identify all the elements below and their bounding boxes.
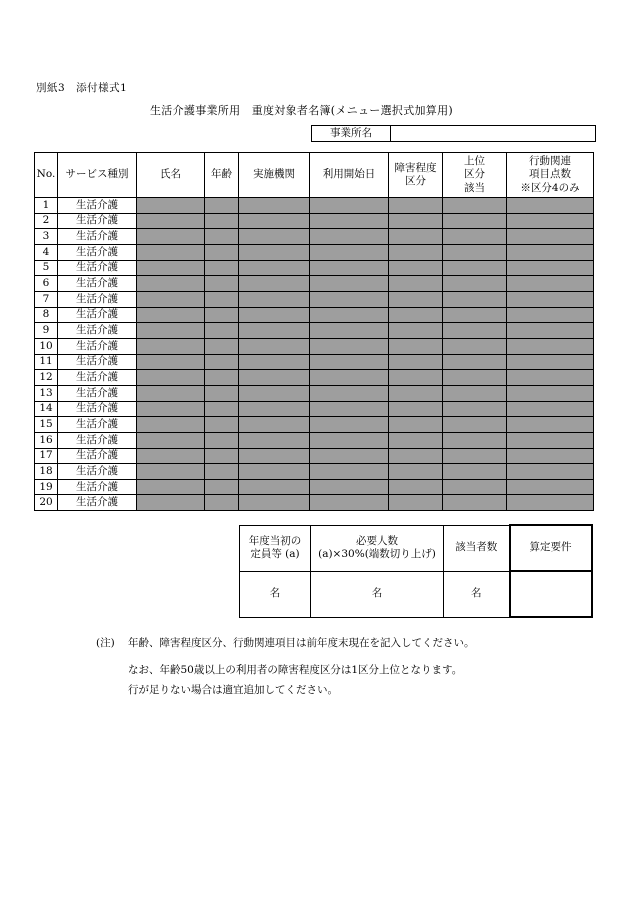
row-agency-cell[interactable] — [239, 385, 310, 401]
row-no: 9 — [35, 323, 58, 339]
col-name-header: 氏名 — [137, 153, 205, 198]
row-agency-cell[interactable] — [239, 291, 310, 307]
row-service-type: 生活介護 — [58, 307, 137, 323]
row-start-date-cell[interactable] — [310, 213, 389, 229]
row-start-date-cell[interactable] — [310, 417, 389, 433]
note-line-1: 年齢、障害程度区分、行動関連項目は前年度末現在を記入してください。 — [128, 637, 475, 649]
row-no: 10 — [35, 338, 58, 354]
table-row — [35, 291, 594, 307]
table-row — [35, 307, 594, 323]
row-start-date-cell[interactable] — [310, 244, 389, 260]
row-name-cell[interactable] — [137, 198, 205, 214]
row-disability-cell[interactable] — [389, 448, 443, 464]
capacity-value-cell[interactable]: 名 — [240, 571, 311, 617]
row-behavior-cell[interactable] — [507, 448, 594, 464]
row-start-date-cell[interactable] — [310, 291, 389, 307]
col-service-header: サービス種別 — [58, 153, 137, 198]
row-no: 16 — [35, 432, 58, 448]
row-upper-cell[interactable] — [443, 213, 507, 229]
table-row — [35, 448, 594, 464]
row-age-cell[interactable] — [205, 354, 239, 370]
table-row — [35, 401, 594, 417]
row-service-type: 生活介護 — [58, 401, 137, 417]
row-name-cell[interactable] — [137, 244, 205, 260]
row-disability-cell[interactable] — [389, 213, 443, 229]
note-line-3: 行が足りない場合は適宜追加してください。 — [128, 684, 338, 696]
row-age-cell[interactable] — [205, 479, 239, 495]
row-service-type: 生活介護 — [58, 213, 137, 229]
required-line1: 必要人数 — [356, 534, 398, 547]
row-disability-cell[interactable] — [389, 291, 443, 307]
row-start-date-cell[interactable] — [310, 307, 389, 323]
row-service-type: 生活介護 — [58, 495, 137, 511]
row-upper-cell[interactable] — [443, 448, 507, 464]
row-behavior-cell[interactable] — [507, 417, 594, 433]
row-service-type: 生活介護 — [58, 276, 137, 292]
row-disability-cell[interactable] — [389, 370, 443, 386]
row-name-cell[interactable] — [137, 338, 205, 354]
row-agency-cell[interactable] — [239, 354, 310, 370]
applicable-value-cell[interactable]: 名 — [444, 571, 510, 617]
col-disability-header — [389, 153, 443, 198]
row-age-cell[interactable] — [205, 401, 239, 417]
row-agency-cell[interactable] — [239, 213, 310, 229]
table-row — [35, 464, 594, 480]
row-service-type: 生活介護 — [58, 244, 137, 260]
roster-header-row — [35, 153, 594, 198]
required-line2: (a)×30%(端数切り上げ) — [318, 548, 436, 560]
row-behavior-cell[interactable] — [507, 338, 594, 354]
col-behavior-line2: 項目点数 — [529, 168, 571, 181]
col-behavior-line1: 行動関連 — [529, 155, 571, 168]
row-start-date-cell[interactable] — [310, 495, 389, 511]
row-agency-cell[interactable] — [239, 495, 310, 511]
table-row — [35, 323, 594, 339]
row-disability-cell[interactable] — [389, 354, 443, 370]
row-disability-cell[interactable] — [389, 479, 443, 495]
row-behavior-cell[interactable] — [507, 495, 594, 511]
row-age-cell[interactable] — [205, 244, 239, 260]
capacity-header — [240, 525, 311, 571]
row-age-cell[interactable] — [205, 338, 239, 354]
row-upper-cell[interactable] — [443, 370, 507, 386]
row-name-cell[interactable] — [137, 276, 205, 292]
row-start-date-cell[interactable] — [310, 401, 389, 417]
row-upper-cell[interactable] — [443, 464, 507, 480]
table-row — [35, 385, 594, 401]
row-service-type: 生活介護 — [58, 479, 137, 495]
row-start-date-cell[interactable] — [310, 448, 389, 464]
row-disability-cell[interactable] — [389, 323, 443, 339]
row-upper-cell[interactable] — [443, 307, 507, 323]
row-start-date-cell[interactable] — [310, 464, 389, 480]
calc-value-row — [240, 571, 592, 617]
row-agency-cell[interactable] — [239, 260, 310, 276]
row-start-date-cell[interactable] — [310, 260, 389, 276]
row-behavior-cell[interactable] — [507, 276, 594, 292]
required-value-cell[interactable]: 名 — [311, 571, 444, 617]
row-service-type: 生活介護 — [58, 229, 137, 245]
row-upper-cell[interactable] — [443, 417, 507, 433]
col-upper-line2: 区分 — [464, 168, 485, 181]
row-age-cell[interactable] — [205, 417, 239, 433]
row-upper-cell[interactable] — [443, 323, 507, 339]
table-row — [35, 260, 594, 276]
office-name-label: 事業所名 — [312, 126, 391, 142]
row-disability-cell[interactable] — [389, 464, 443, 480]
row-name-cell[interactable] — [137, 354, 205, 370]
row-behavior-cell[interactable] — [507, 307, 594, 323]
row-no: 19 — [35, 479, 58, 495]
row-agency-cell[interactable] — [239, 448, 310, 464]
row-age-cell[interactable] — [205, 370, 239, 386]
col-age-header: 年齢 — [205, 153, 239, 198]
capacity-line2: 定員等 (a) — [250, 548, 300, 560]
row-agency-cell[interactable] — [239, 198, 310, 214]
calculation-table — [239, 524, 593, 618]
calc-header-row — [240, 525, 592, 571]
row-behavior-cell[interactable] — [507, 401, 594, 417]
row-behavior-cell[interactable] — [507, 385, 594, 401]
row-disability-cell[interactable] — [389, 401, 443, 417]
row-name-cell[interactable] — [137, 479, 205, 495]
row-name-cell[interactable] — [137, 307, 205, 323]
row-service-type: 生活介護 — [58, 338, 137, 354]
table-row — [35, 338, 594, 354]
col-start-date-header: 利用開始日 — [310, 153, 389, 198]
row-name-cell[interactable] — [137, 432, 205, 448]
col-disability-line1: 障害程度 — [394, 161, 437, 174]
row-upper-cell[interactable] — [443, 479, 507, 495]
row-no: 2 — [35, 213, 58, 229]
row-start-date-cell[interactable] — [310, 385, 389, 401]
row-age-cell[interactable] — [205, 464, 239, 480]
row-disability-cell[interactable] — [389, 417, 443, 433]
row-disability-cell[interactable] — [389, 495, 443, 511]
table-row — [35, 213, 594, 229]
row-no: 17 — [35, 448, 58, 464]
row-upper-cell[interactable] — [443, 432, 507, 448]
row-no: 12 — [35, 370, 58, 386]
row-agency-cell[interactable] — [239, 417, 310, 433]
row-service-type: 生活介護 — [58, 354, 137, 370]
row-service-type: 生活介護 — [58, 417, 137, 433]
col-disability-line2: 区分 — [405, 175, 426, 187]
row-age-cell[interactable] — [205, 198, 239, 214]
row-upper-cell[interactable] — [443, 244, 507, 260]
row-behavior-cell[interactable] — [507, 244, 594, 260]
table-row — [35, 417, 594, 433]
row-age-cell[interactable] — [205, 276, 239, 292]
row-service-type: 生活介護 — [58, 385, 137, 401]
row-no: 5 — [35, 260, 58, 276]
row-name-cell[interactable] — [137, 401, 205, 417]
row-upper-cell[interactable] — [443, 401, 507, 417]
row-name-cell[interactable] — [137, 291, 205, 307]
row-name-cell[interactable] — [137, 229, 205, 245]
row-disability-cell[interactable] — [389, 229, 443, 245]
row-service-type: 生活介護 — [58, 370, 137, 386]
col-upper-line1: 上位 — [464, 155, 485, 168]
row-no: 1 — [35, 198, 58, 214]
table-row — [35, 244, 594, 260]
row-no: 3 — [35, 229, 58, 245]
row-name-cell[interactable] — [137, 464, 205, 480]
table-row — [35, 370, 594, 386]
row-upper-cell[interactable] — [443, 291, 507, 307]
row-age-cell[interactable] — [205, 323, 239, 339]
row-agency-cell[interactable] — [239, 479, 310, 495]
row-age-cell[interactable] — [205, 229, 239, 245]
row-upper-cell[interactable] — [443, 198, 507, 214]
document-title: 生活介護事業所用 重度対象者名簿(メニュー選択式加算用) — [150, 104, 453, 117]
row-disability-cell[interactable] — [389, 385, 443, 401]
row-name-cell[interactable] — [137, 385, 205, 401]
row-start-date-cell[interactable] — [310, 229, 389, 245]
row-disability-cell[interactable] — [389, 260, 443, 276]
row-name-cell[interactable] — [137, 417, 205, 433]
row-name-cell[interactable] — [137, 323, 205, 339]
row-no: 15 — [35, 417, 58, 433]
row-behavior-cell[interactable] — [507, 213, 594, 229]
table-row — [35, 276, 594, 292]
row-agency-cell[interactable] — [239, 229, 310, 245]
row-behavior-cell[interactable] — [507, 323, 594, 339]
row-name-cell[interactable] — [137, 260, 205, 276]
row-disability-cell[interactable] — [389, 338, 443, 354]
row-start-date-cell[interactable] — [310, 354, 389, 370]
row-start-date-cell[interactable] — [310, 198, 389, 214]
applicable-header: 該当者数 — [444, 525, 510, 571]
row-upper-cell[interactable] — [443, 385, 507, 401]
requirement-value-cell[interactable] — [510, 571, 592, 617]
row-age-cell[interactable] — [205, 307, 239, 323]
row-agency-cell[interactable] — [239, 432, 310, 448]
row-no: 18 — [35, 464, 58, 480]
table-row — [35, 354, 594, 370]
row-start-date-cell[interactable] — [310, 479, 389, 495]
table-row — [35, 479, 594, 495]
row-no: 20 — [35, 495, 58, 511]
row-behavior-cell[interactable] — [507, 229, 594, 245]
form-id: 別紙3 添付様式1 — [36, 82, 128, 94]
row-start-date-cell[interactable] — [310, 323, 389, 339]
table-row — [35, 432, 594, 448]
row-service-type: 生活介護 — [58, 464, 137, 480]
row-agency-cell[interactable] — [239, 244, 310, 260]
row-behavior-cell[interactable] — [507, 432, 594, 448]
row-disability-cell[interactable] — [389, 276, 443, 292]
col-no-header: No. — [35, 153, 58, 198]
row-behavior-cell[interactable] — [507, 354, 594, 370]
table-row — [35, 495, 594, 511]
row-upper-cell[interactable] — [443, 354, 507, 370]
row-start-date-cell[interactable] — [310, 432, 389, 448]
row-start-date-cell[interactable] — [310, 276, 389, 292]
row-disability-cell[interactable] — [389, 244, 443, 260]
row-age-cell[interactable] — [205, 448, 239, 464]
row-no: 4 — [35, 244, 58, 260]
col-behavior-header — [507, 153, 594, 198]
row-service-type: 生活介護 — [58, 291, 137, 307]
row-service-type: 生活介護 — [58, 260, 137, 276]
row-upper-cell[interactable] — [443, 229, 507, 245]
table-row — [35, 229, 594, 245]
row-behavior-cell[interactable] — [507, 479, 594, 495]
row-agency-cell[interactable] — [239, 338, 310, 354]
row-disability-cell[interactable] — [389, 307, 443, 323]
row-upper-cell[interactable] — [443, 338, 507, 354]
row-no: 14 — [35, 401, 58, 417]
capacity-line1: 年度当初の — [248, 534, 302, 547]
row-no: 6 — [35, 276, 58, 292]
row-behavior-cell[interactable] — [507, 291, 594, 307]
row-upper-cell[interactable] — [443, 260, 507, 276]
row-upper-cell[interactable] — [443, 495, 507, 511]
requirement-header: 算定要件 — [510, 525, 592, 571]
row-age-cell[interactable] — [205, 260, 239, 276]
required-header — [311, 525, 444, 571]
row-agency-cell[interactable] — [239, 276, 310, 292]
note-marker: (注) — [96, 637, 115, 649]
row-agency-cell[interactable] — [239, 307, 310, 323]
row-no: 7 — [35, 291, 58, 307]
row-service-type: 生活介護 — [58, 198, 137, 214]
row-start-date-cell[interactable] — [310, 338, 389, 354]
row-name-cell[interactable] — [137, 213, 205, 229]
office-name-table — [311, 125, 596, 142]
row-agency-cell[interactable] — [239, 464, 310, 480]
row-behavior-cell[interactable] — [507, 260, 594, 276]
note-line-2: なお、年齢50歳以上の利用者の障害程度区分は1区分上位となります。 — [128, 664, 463, 676]
row-behavior-cell[interactable] — [507, 370, 594, 386]
row-name-cell[interactable] — [137, 448, 205, 464]
row-name-cell[interactable] — [137, 495, 205, 511]
table-row — [35, 198, 594, 214]
row-age-cell[interactable] — [205, 495, 239, 511]
row-age-cell[interactable] — [205, 213, 239, 229]
row-agency-cell[interactable] — [239, 370, 310, 386]
row-age-cell[interactable] — [205, 385, 239, 401]
row-age-cell[interactable] — [205, 432, 239, 448]
row-no: 11 — [35, 354, 58, 370]
col-agency-header: 実施機関 — [239, 153, 310, 198]
row-behavior-cell[interactable] — [507, 464, 594, 480]
col-upper-header — [443, 153, 507, 198]
col-upper-line3: 該当 — [464, 181, 485, 194]
row-start-date-cell[interactable] — [310, 370, 389, 386]
row-disability-cell[interactable] — [389, 432, 443, 448]
row-service-type: 生活介護 — [58, 432, 137, 448]
row-behavior-cell[interactable] — [507, 198, 594, 214]
row-service-type: 生活介護 — [58, 323, 137, 339]
col-behavior-line3: ※区分4のみ — [520, 181, 580, 194]
row-upper-cell[interactable] — [443, 276, 507, 292]
row-age-cell[interactable] — [205, 291, 239, 307]
row-agency-cell[interactable] — [239, 323, 310, 339]
row-disability-cell[interactable] — [389, 198, 443, 214]
row-no: 13 — [35, 385, 58, 401]
row-name-cell[interactable] — [137, 370, 205, 386]
row-agency-cell[interactable] — [239, 401, 310, 417]
row-no: 8 — [35, 307, 58, 323]
roster-table — [34, 152, 594, 511]
office-name-field[interactable] — [391, 126, 596, 142]
row-service-type: 生活介護 — [58, 448, 137, 464]
